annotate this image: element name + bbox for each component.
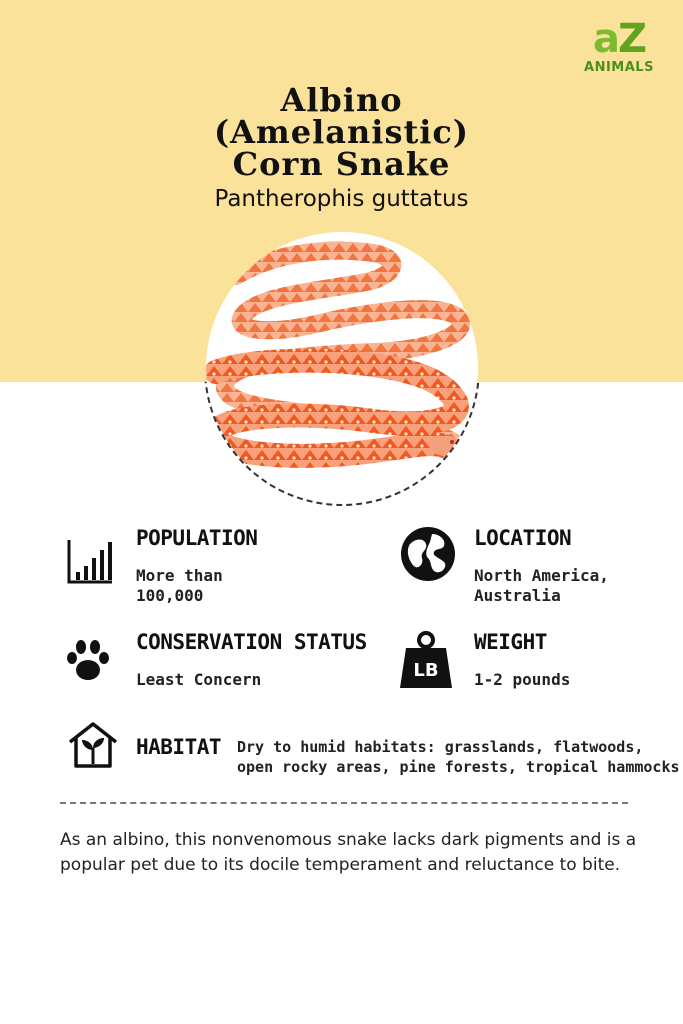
title-line-2: (Amelanistic) [213, 113, 470, 151]
habitat-value-line-1: Dry to humid habitats: grasslands, flatwoods, [237, 738, 644, 756]
title-line-3: Corn Snake [232, 145, 451, 183]
scientific-name: Pantherophis guttatus [214, 186, 469, 212]
habitat-value-line-2: open rocky areas, pine forests, tropical hammocks [237, 758, 680, 776]
logo-mark: aZ [592, 16, 645, 62]
snake-photo [206, 232, 478, 504]
weight-value: 1-2 pounds [474, 670, 571, 689]
population-label: POPULATION [136, 526, 258, 550]
page-title [0, 81, 683, 183]
location-value-line-1: North America, [474, 566, 609, 585]
weight-label: WEIGHT [474, 630, 547, 654]
location-label: LOCATION [474, 526, 572, 550]
conservation-status-value: Least Concern [136, 670, 262, 689]
population-value-line-1: More than [136, 566, 223, 585]
paw-icon [64, 636, 112, 684]
weight-icon-text: LB [413, 660, 439, 681]
population-value-line-2: 100,000 [136, 586, 204, 605]
weight-icon [398, 630, 454, 690]
location-value-line-2: Australia [474, 586, 561, 605]
globe-icon [400, 526, 456, 582]
az-animals-logo[interactable] [574, 18, 664, 88]
logo-text: ANIMALS [584, 60, 654, 75]
bar-chart-icon [66, 536, 116, 586]
dashed-divider [60, 802, 628, 804]
description-text: As an albino, this nonvenomous snake lacks dark pigments and is a popular pet due to its docile temperament and reluctance to bite. [60, 830, 637, 875]
title-line-1: Albino [280, 81, 403, 119]
conservation-status-label: CONSERVATION STATUS [136, 630, 367, 654]
house-plant-icon [66, 720, 120, 768]
habitat-label: HABITAT [136, 735, 222, 759]
